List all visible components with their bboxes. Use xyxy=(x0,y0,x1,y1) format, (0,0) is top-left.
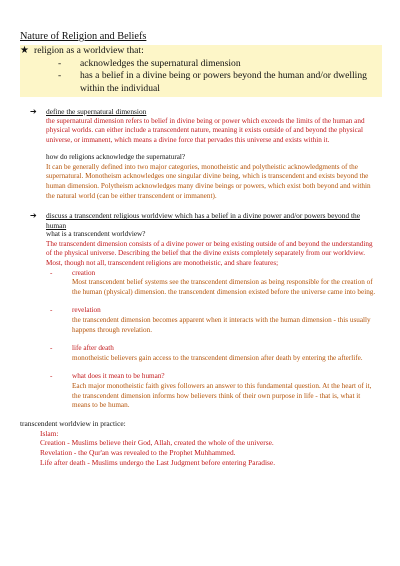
section-supernatural xyxy=(20,107,378,201)
feature-item xyxy=(46,269,378,298)
section-heading: discuss a transcendent religious worldview which has a belief in a divine power and/or powers beyond the human xyxy=(46,211,361,230)
practice-line: Creation - Muslims believe their God, Allah, created the whole of the universe. xyxy=(40,438,274,448)
feature-label: life after death xyxy=(72,344,114,353)
star-icon: ★ xyxy=(20,45,29,56)
definition-text: the supernatural dimension refers to belief in divine being or power which exceeds the limits of the human and physical worlds. can either include a transcendent nature, meaning it exists outside of and beyond the physical universe, or immanent, which means a divine force that pervades this universe and exists within it. xyxy=(46,116,365,144)
dash-bullet: - xyxy=(50,306,53,315)
section-transcendent xyxy=(20,211,378,411)
answer-text: It can be generally defined into two major categories, monotheistic and polytheistic acknowledgments of the supernatural. Monotheism acknowledges one singular divine being, which is transcendent and exists beyond the human dimension. Polytheism acknowledges many divine beings or powers, which exist both beyond and within the natural world (can be either transcendent or immanent). xyxy=(46,162,371,200)
question-text: what is a transcendent worldview? xyxy=(46,230,146,239)
practice-section xyxy=(20,419,378,468)
feature-item xyxy=(46,306,378,335)
feature-text: Each major monotheistic faith gives followers an answer to this fundamental question. At the heart of it, the transcendent dimension informs how believers think of their own purpose in life - that is, what it means to be human. xyxy=(72,381,372,410)
feature-text: monotheistic believers gain access to the transcendent dimension after death by entering the afterlife. xyxy=(72,353,363,362)
practice-lines xyxy=(40,429,378,468)
practice-line: Life after death - Muslims undergo the Last Judgment before entering Paradise. xyxy=(40,457,276,467)
feature-text: the transcendent dimension becomes apparent when it interacts with the human dimension - this usually happens through revelation. xyxy=(72,316,371,334)
intro-item xyxy=(58,70,380,95)
intro-star-row xyxy=(20,45,380,58)
feature-label: what does it mean to be human? xyxy=(72,372,165,381)
feature-label: creation xyxy=(72,268,96,277)
section-heading-row xyxy=(30,211,378,230)
dash-bullet: - xyxy=(58,57,62,69)
dash-bullet: - xyxy=(58,70,62,81)
feature-item xyxy=(46,344,378,363)
feature-text: Most transcendent belief systems see the transcendent dimension as being responsible for the creation of the human (physical) dimension. the transcendent dimension existed before the universe came into being. xyxy=(72,278,376,296)
feature-label: revelation xyxy=(72,306,101,315)
practice-line: Islam: xyxy=(40,428,59,438)
practice-line: Revelation - the Qur'an was revealed to the Prophet Muhhammed. xyxy=(40,448,236,458)
intro-item xyxy=(58,58,380,71)
dash-bullet: - xyxy=(50,268,53,277)
practice-heading: transcendent worldview in practice: xyxy=(20,418,126,428)
feature-list xyxy=(46,269,378,411)
arrow-icon: ➔ xyxy=(30,211,37,221)
intro-item-text: acknowledges the supernatural dimension xyxy=(80,57,241,69)
question-text: how do religions acknowledge the supernatural? xyxy=(46,153,186,162)
intro-highlight xyxy=(20,45,382,97)
answer-text: The transcendent dimension consists of a divine power or being existing outside of and beyond the understanding of the physical universe. Describing the belief that the divine exists completely separately from our worldview. Most, though not all, transcendent religions are monotheistic, and share features; xyxy=(46,239,373,268)
dash-bullet: - xyxy=(50,372,53,381)
feature-item xyxy=(46,372,378,410)
page-title: Nature of Religion and Beliefs xyxy=(20,31,147,42)
intro-item-text: has a belief in a divine being or powers beyond the human and/or dwelling within the individual xyxy=(80,70,367,94)
dash-bullet: - xyxy=(50,344,53,353)
section-heading-row xyxy=(30,107,378,117)
section-heading: define the supernatural dimension xyxy=(46,107,147,116)
intro-star-text: religion as a worldview that: xyxy=(34,45,144,56)
arrow-icon: ➔ xyxy=(30,107,37,116)
